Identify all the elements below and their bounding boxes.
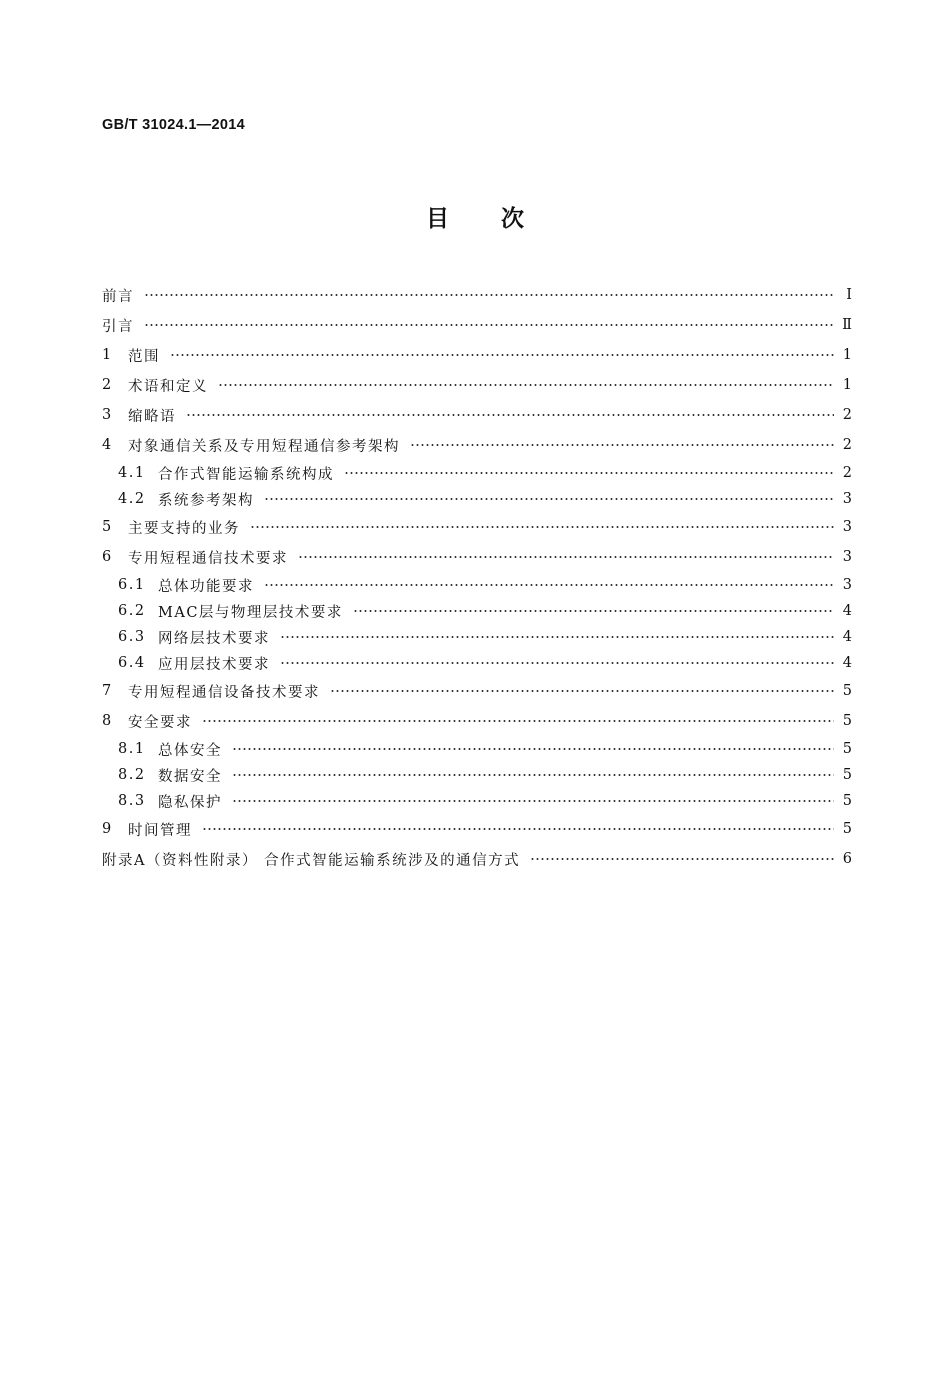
- dot-leader: [232, 748, 834, 750]
- toc-entry-title: 安全要求: [128, 714, 192, 731]
- dot-leader: [264, 498, 834, 500]
- toc-entry-number: 6: [102, 549, 113, 565]
- dot-leader: [264, 584, 834, 586]
- toc-entry-page: 4: [842, 603, 852, 619]
- toc-entry-number: 6.3: [118, 629, 146, 645]
- toc-entry-page: 2: [842, 407, 852, 423]
- dot-leader: [144, 324, 834, 326]
- dot-leader: [250, 526, 834, 528]
- toc-entry-page: 5: [842, 821, 852, 837]
- toc-entry-number: 6.4: [118, 655, 146, 671]
- toc-entry-page: 3: [842, 519, 852, 535]
- toc-entry-number: 8: [102, 713, 113, 729]
- toc-entry-title: 时间管理: [128, 822, 192, 839]
- toc-entry-page: 3: [842, 549, 852, 565]
- toc-entry[interactable]: [102, 340, 852, 370]
- toc-entry[interactable]: [102, 542, 852, 572]
- table-of-contents: [102, 280, 852, 874]
- toc-entry-title: 总体功能要求: [158, 578, 254, 595]
- title-char: 次: [501, 206, 524, 232]
- toc-entry[interactable]: [102, 486, 852, 512]
- toc-entry-number: 7: [102, 683, 113, 699]
- toc-entry-title: 术语和定义: [128, 378, 208, 395]
- toc-entry-page: 1: [842, 347, 852, 363]
- toc-entry-page: 2: [842, 465, 852, 481]
- toc-entry-title: 前言: [102, 288, 134, 305]
- toc-entry-number: 4.1: [118, 465, 146, 481]
- toc-entry[interactable]: [102, 814, 852, 844]
- toc-entry-title: 缩略语: [128, 408, 176, 425]
- toc-entry-title: 引言: [102, 318, 134, 335]
- toc-entry-page: Ⅱ: [842, 317, 852, 333]
- toc-entry-title: 专用短程通信设备技术要求: [128, 684, 320, 701]
- toc-entry-title: 范围: [128, 348, 160, 365]
- toc-entry[interactable]: [102, 844, 852, 874]
- dot-leader: [530, 858, 834, 860]
- toc-entry-title: 对象通信关系及专用短程通信参考架构: [128, 438, 400, 455]
- dot-leader: [280, 636, 834, 638]
- toc-entry[interactable]: [102, 512, 852, 542]
- toc-entry-page: 3: [842, 491, 852, 507]
- toc-entry-number: 1: [102, 347, 113, 363]
- toc-entry[interactable]: [102, 460, 852, 486]
- toc-entry-number: 8.2: [118, 767, 146, 783]
- toc-entry-title: 隐私保护: [158, 794, 222, 811]
- toc-entry-page: 4: [842, 629, 852, 645]
- toc-entry-title: 专用短程通信技术要求: [128, 550, 288, 567]
- dot-leader: [298, 556, 834, 558]
- dot-leader: [202, 828, 834, 830]
- toc-entry-page: 5: [842, 767, 852, 783]
- toc-entry-number: 8.3: [118, 793, 146, 809]
- toc-entry[interactable]: [102, 598, 852, 624]
- toc-entry-title: 附录A（资料性附录） 合作式智能运输系统涉及的通信方式: [102, 852, 521, 869]
- toc-entry-title: 主要支持的业务: [128, 520, 240, 537]
- dot-leader: [202, 720, 834, 722]
- dot-leader: [353, 610, 834, 612]
- dot-leader: [232, 774, 834, 776]
- toc-entry-title: 应用层技术要求: [158, 656, 270, 673]
- toc-entry[interactable]: [102, 706, 852, 736]
- toc-entry[interactable]: [102, 650, 852, 676]
- toc-entry[interactable]: [102, 736, 852, 762]
- toc-entry-title: 合作式智能运输系统构成: [158, 466, 334, 483]
- toc-entry-title: 总体安全: [158, 742, 222, 759]
- dot-leader: [410, 444, 834, 446]
- toc-entry-page: 2: [842, 437, 852, 453]
- dot-leader: [280, 662, 834, 664]
- toc-entry[interactable]: [102, 400, 852, 430]
- toc-entry[interactable]: [102, 370, 852, 400]
- toc-entry[interactable]: [102, 310, 852, 340]
- toc-entry-page: 5: [842, 741, 852, 757]
- toc-entry[interactable]: [102, 430, 852, 460]
- toc-entry-number: 4.2: [118, 491, 146, 507]
- toc-entry[interactable]: [102, 280, 852, 310]
- page-title: [0, 200, 950, 233]
- toc-entry-page: 5: [842, 713, 852, 729]
- toc-entry[interactable]: [102, 762, 852, 788]
- toc-entry-page: 5: [842, 683, 852, 699]
- dot-leader: [218, 384, 834, 386]
- standard-number: GB/T 31024.1—2014: [102, 117, 245, 133]
- title-char: 目: [426, 206, 449, 232]
- dot-leader: [144, 294, 834, 296]
- toc-entry[interactable]: [102, 676, 852, 706]
- toc-entry[interactable]: [102, 572, 852, 598]
- toc-entry-number: 8.1: [118, 741, 146, 757]
- dot-leader: [330, 690, 834, 692]
- toc-entry[interactable]: [102, 788, 852, 814]
- toc-entry-title: 数据安全: [158, 768, 222, 785]
- toc-entry-number: 9: [102, 821, 113, 837]
- toc-entry-number: 3: [102, 407, 113, 423]
- toc-entry-number: 6.1: [118, 577, 146, 593]
- toc-entry-number: 4: [102, 437, 113, 453]
- toc-entry-page: 3: [842, 577, 852, 593]
- toc-entry-page: 5: [842, 793, 852, 809]
- toc-entry[interactable]: [102, 624, 852, 650]
- dot-leader: [344, 472, 834, 474]
- toc-entry-number: 6.2: [118, 603, 146, 619]
- toc-entry-title: MAC层与物理层技术要求: [158, 604, 343, 621]
- toc-entry-title: 系统参考架构: [158, 492, 254, 509]
- toc-entry-page: 1: [842, 377, 852, 393]
- toc-entry-number: 2: [102, 377, 113, 393]
- dot-leader: [170, 354, 834, 356]
- dot-leader: [232, 800, 834, 802]
- toc-entry-title: 网络层技术要求: [158, 630, 270, 647]
- toc-entry-page: Ⅰ: [846, 287, 852, 303]
- toc-entry-page: 4: [842, 655, 852, 671]
- dot-leader: [186, 414, 834, 416]
- toc-entry-page: 6: [842, 851, 852, 867]
- toc-entry-number: 5: [102, 519, 113, 535]
